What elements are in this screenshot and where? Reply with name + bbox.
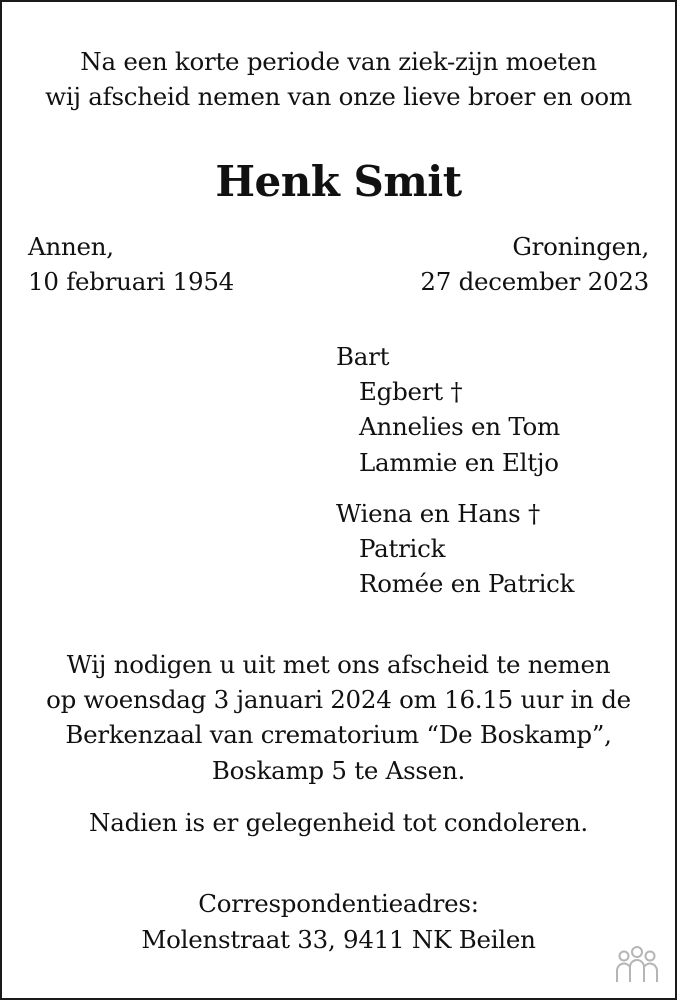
birth-place: Annen, xyxy=(28,232,114,261)
people-group-icon xyxy=(613,944,661,984)
invitation-line-3: Berkenzaal van crematorium “De Boskamp”, xyxy=(65,720,612,749)
invitation-line-2: op woensdag 3 januari 2024 om 16.15 uur in de xyxy=(46,685,631,714)
correspondence-address: Molenstraat 33, 9411 NK Beilen xyxy=(141,925,536,954)
family-member: Lammie en Eltjo xyxy=(359,448,559,477)
birth-date: 10 februari 1954 xyxy=(28,267,234,296)
intro-line-2: wij afscheid nemen van onze lieve broer en oom xyxy=(45,82,632,111)
correspondence-label: Correspondentieadres: xyxy=(198,889,479,918)
family-member: Annelies en Tom xyxy=(359,412,561,441)
family-head-1: Bart xyxy=(336,342,390,371)
death-date: 27 december 2023 xyxy=(420,267,649,296)
death-place: Groningen, xyxy=(512,232,649,261)
condolence-line: Nadien is er gelegenheid tot condoleren. xyxy=(89,808,588,837)
family-member: Egbert † xyxy=(359,377,463,406)
family-head-2: Wiena en Hans † xyxy=(336,499,540,528)
family-member: Patrick xyxy=(359,534,446,563)
invitation-line-4: Boskamp 5 te Assen. xyxy=(211,756,466,785)
invitation-line-1: Wij nodigen u uit met ons afscheid te nemen xyxy=(66,650,611,679)
intro-line-1: Na een korte periode van ziek-zijn moeten xyxy=(80,47,597,76)
family-member: Romée en Patrick xyxy=(359,569,575,598)
deceased-name: Henk Smit xyxy=(215,157,462,206)
